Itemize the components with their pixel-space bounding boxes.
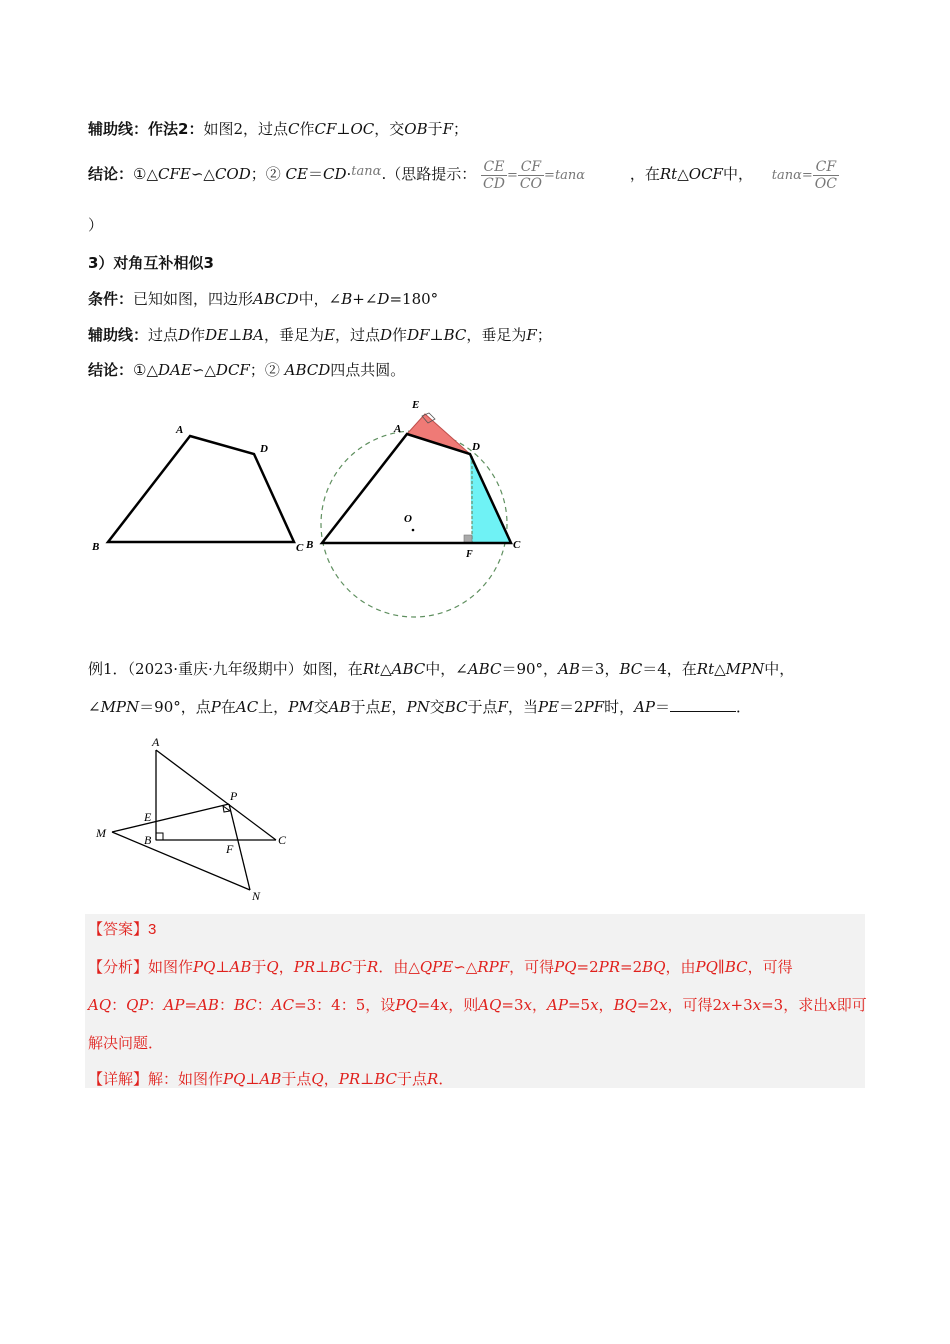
segment-ac — [156, 750, 276, 840]
example-line-1: 例1．（2023·重庆·九年级期中）如图，在Rt△ABC中，∠ABC＝90°，AB＝3，BC＝4，在Rt△MPN中， — [88, 660, 795, 678]
right-angle-mark-p — [223, 806, 230, 812]
label-a: A — [176, 424, 184, 436]
detail-line: 【详解】解：如图作PQ⊥AB于点Q，PR⊥BC于点R． — [88, 1070, 454, 1088]
label-b: B — [144, 833, 152, 847]
condition-line: 条件：已知如图，四边形ABCD中，∠B+∠D=180° — [88, 290, 439, 308]
label-f: F — [466, 549, 473, 560]
answer-line: 【答案】3 — [88, 920, 157, 938]
segment-mp — [112, 804, 229, 832]
section-title: 3）对角互补相似3 — [88, 254, 214, 272]
label-m: M — [96, 826, 106, 840]
label-b: B — [306, 539, 314, 551]
triangle-dae — [407, 414, 470, 454]
label-b: B — [92, 541, 100, 553]
analysis-line-2: AQ：QP：AP=AB：BC：AC=3：4：5，设PQ=4x，则AQ=3x，AP=5x，BQ=2x，可得2x+3x=3，求出x即可 — [88, 996, 867, 1014]
example-figure — [92, 732, 302, 904]
example-line-2: ∠MPN＝90°，点P在AC上，PM交AB于点E，PN交BC于点F，当PE＝2PF时，AP＝ ． — [88, 698, 752, 716]
label-o: O — [404, 513, 412, 525]
segment-mn — [112, 832, 250, 890]
conclusion-method2: 结论：①△CFE∽△COD；② CE＝CD·tanα.（思路提示： $\frac{CE}{CD}$ = $\frac{CF}{CO}$ =tanα ，在Rt△OCF中， tanα= $\frac{CF}{OC}$ — [88, 158, 837, 192]
label-c: C — [278, 833, 287, 847]
answer-blank[interactable] — [670, 697, 736, 712]
label-a: A — [152, 735, 160, 749]
close-paren: ） — [88, 216, 104, 234]
label-c: C — [296, 542, 304, 554]
aux-line-section3: 辅助线：过点D作DE⊥BA，垂足为E，过点D作DF⊥BC，垂足为F； — [88, 326, 552, 344]
center-point-o — [412, 529, 415, 532]
fraction-ce-cd: $\frac{CE}{CD}$ — [483, 158, 505, 192]
label-d: D — [260, 443, 268, 455]
label-e: E — [144, 810, 152, 824]
quadrilateral-figure — [88, 420, 313, 560]
analysis-line-3: 解决问题． — [88, 1034, 164, 1052]
label-p: P — [230, 789, 238, 803]
label-a: A — [394, 423, 402, 435]
analysis-line-1: 【分析】如图作PQ⊥AB于Q，PR⊥BC于R．由△QPE∽△RPF，可得PQ=2PR=2BQ，由PQ∥BC，可得 — [88, 958, 793, 976]
right-angle-mark-b — [156, 833, 163, 840]
label-f: F — [226, 842, 234, 856]
label-d: D — [472, 441, 480, 453]
aux-line-method2: 辅助线：作法2：如图2，过点C作CF⊥OC，交OB于F； — [88, 120, 469, 138]
cyclic-quadrilateral-figure — [300, 392, 530, 624]
fraction-cf-oc: $\frac{CF}{OC}$ — [814, 158, 837, 192]
fraction-cf-co: $\frac{CF}{CO}$ — [519, 158, 543, 192]
label-n: N — [252, 889, 261, 903]
label-c: C — [513, 539, 521, 551]
conclusion-section3: 结论：①△DAE∽△DCF；② ABCD四点共圆。 — [88, 361, 406, 379]
label-e: E — [412, 399, 420, 411]
